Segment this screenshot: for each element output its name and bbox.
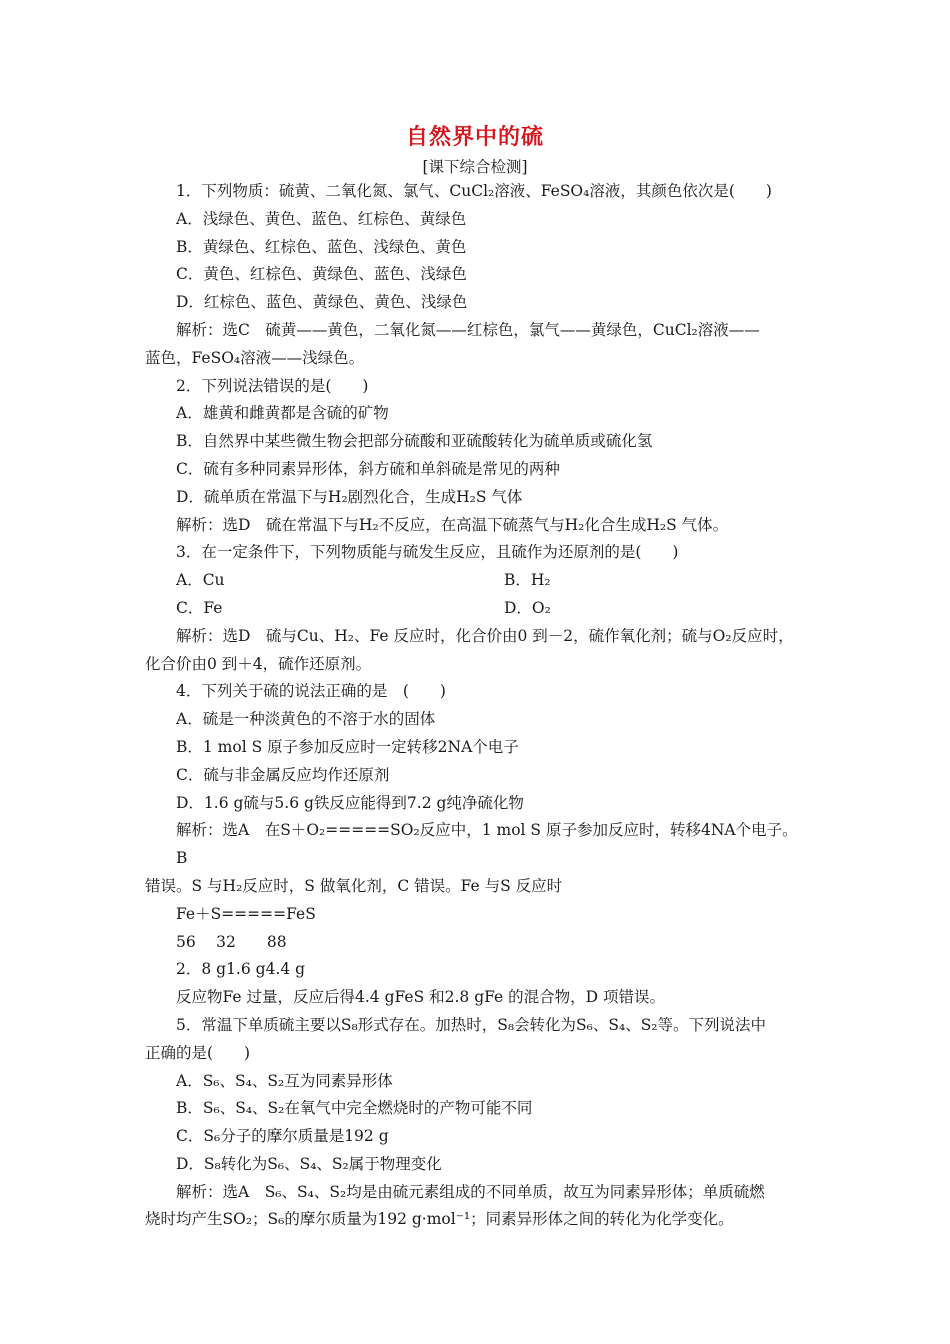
question-3-option-a: A．Cu	[176, 571, 225, 590]
question-4-analysis-line-1: 解析：选A 在S＋O₂=====SO₂反应中，1 mol S 原子参加反应时，转移4NA个电子。B	[176, 821, 798, 868]
question-4-masses: 2．8 g1.6 g4.4 g	[176, 960, 306, 979]
question-3-option-b: B．H₂	[504, 571, 551, 590]
question-2-option-d: D．硫单质在常温下与H₂剧烈化合，生成H₂S 气体	[176, 487, 523, 506]
question-3-analysis-line-1: 解析：选D 硫与Cu、H₂、Fe 反应时，化合价由0 到－2，硫作氧化剂；硫与O₂反应时，	[176, 626, 794, 645]
question-4-analysis-line-2: 错误。S 与H₂反应时，S 做氧化剂，C 错误。Fe 与S 反应时	[145, 876, 563, 895]
question-5-stem-line-1: 5．常温下单质硫主要以S₈形式存在。加热时，S₈会转化为S₆、S₄、S₂等。下列说法中	[176, 1015, 767, 1034]
question-5-analysis-line-2: 烧时均产生SO₂；S₆的摩尔质量为192 g·mol⁻¹；同素异形体之间的转化为化学变化。	[145, 1210, 734, 1229]
question-5-option-c: C．S₆分子的摩尔质量是192 g	[176, 1127, 389, 1146]
question-2-option-b: B．自然界中某些微生物会把部分硫酸和亚硫酸转化为硫单质或硫化氢	[176, 432, 653, 451]
question-4-conclusion: 反应物Fe 过量，反应后得4.4 gFeS 和2.8 gFe 的混合物，D 项错误。	[176, 988, 665, 1007]
question-1-option-d: D．红棕色、蓝色、黄绿色、黄色、浅绿色	[176, 293, 468, 312]
question-5-stem-line-2: 正确的是( )	[145, 1043, 251, 1062]
document-body	[145, 178, 805, 1234]
page-title: 自然界中的硫	[405, 124, 544, 150]
question-1-option-c: C．黄色、红棕色、黄绿色、蓝色、浅绿色	[176, 265, 467, 284]
question-4-option-c: C．硫与非金属反应均作还原剂	[176, 765, 390, 784]
question-3-options-row-2	[145, 595, 805, 623]
question-3-option-d: D．O₂	[504, 598, 551, 617]
question-2-stem: 2．下列说法错误的是( )	[176, 376, 369, 395]
question-3-option-c: C．Fe	[176, 598, 223, 617]
question-4-molar-masses: 56 32 88	[176, 932, 287, 951]
question-1-analysis-line-2: 蓝色，FeSO₄溶液——浅绿色。	[145, 348, 365, 367]
question-3-analysis-line-2: 化合价由0 到＋4，硫作还原剂。	[145, 654, 372, 673]
question-5-option-b: B．S₆、S₄、S₂在氧气中完全燃烧时的产物可能不同	[176, 1099, 533, 1118]
question-4-option-a: A．硫是一种淡黄色的不溶于水的固体	[176, 710, 436, 729]
question-1-stem: 1．下列物质：硫黄、二氧化氮、氯气、CuCl₂溶液、FeSO₄溶液，其颜色依次是( )	[176, 182, 772, 200]
question-4-option-d: D．1.6 g硫与5.6 g铁反应能得到7.2 g纯净硫化物	[176, 793, 524, 812]
question-2-analysis-line-1: 解析：选D 硫在常温下与H₂不反应，在高温下硫蒸气与H₂化合生成H₂S 气体。	[176, 515, 729, 534]
question-3-stem: 3．在一定条件下，下列物质能与硫发生反应，且硫作为还原剂的是( )	[176, 543, 679, 562]
question-1-analysis-line-1: 解析：选C 硫黄——黄色，二氧化氮——红棕色，氯气——黄绿色，CuCl₂溶液——	[176, 320, 760, 339]
question-3-options-row-1	[145, 567, 805, 595]
question-4-equation: Fe＋S=====FeS	[176, 904, 316, 923]
question-4-stem: 4．下列关于硫的说法正确的是 ( )	[176, 682, 446, 701]
question-2-option-a: A．雄黄和雌黄都是含硫的矿物	[176, 404, 389, 423]
page-subtitle: [课下综合检测]	[422, 158, 528, 176]
question-5-option-a: A．S₆、S₄、S₂互为同素异形体	[176, 1071, 393, 1090]
question-1-option-a: A．浅绿色、黄色、蓝色、红棕色、黄绿色	[176, 209, 467, 228]
question-1-option-b: B．黄绿色、红棕色、蓝色、浅绿色、黄色	[176, 237, 467, 256]
question-4-option-b: B．1 mol S 原子参加反应时一定转移2NA个电子	[176, 737, 519, 756]
question-5-option-d: D．S₈转化为S₆、S₄、S₂属于物理变化	[176, 1154, 442, 1173]
question-2-option-c: C．硫有多种同素异形体，斜方硫和单斜硫是常见的两种	[176, 459, 560, 478]
question-5-analysis-line-1: 解析：选A S₆、S₄、S₂均是由硫元素组成的不同单质，故互为同素异形体；单质硫燃	[176, 1182, 765, 1201]
